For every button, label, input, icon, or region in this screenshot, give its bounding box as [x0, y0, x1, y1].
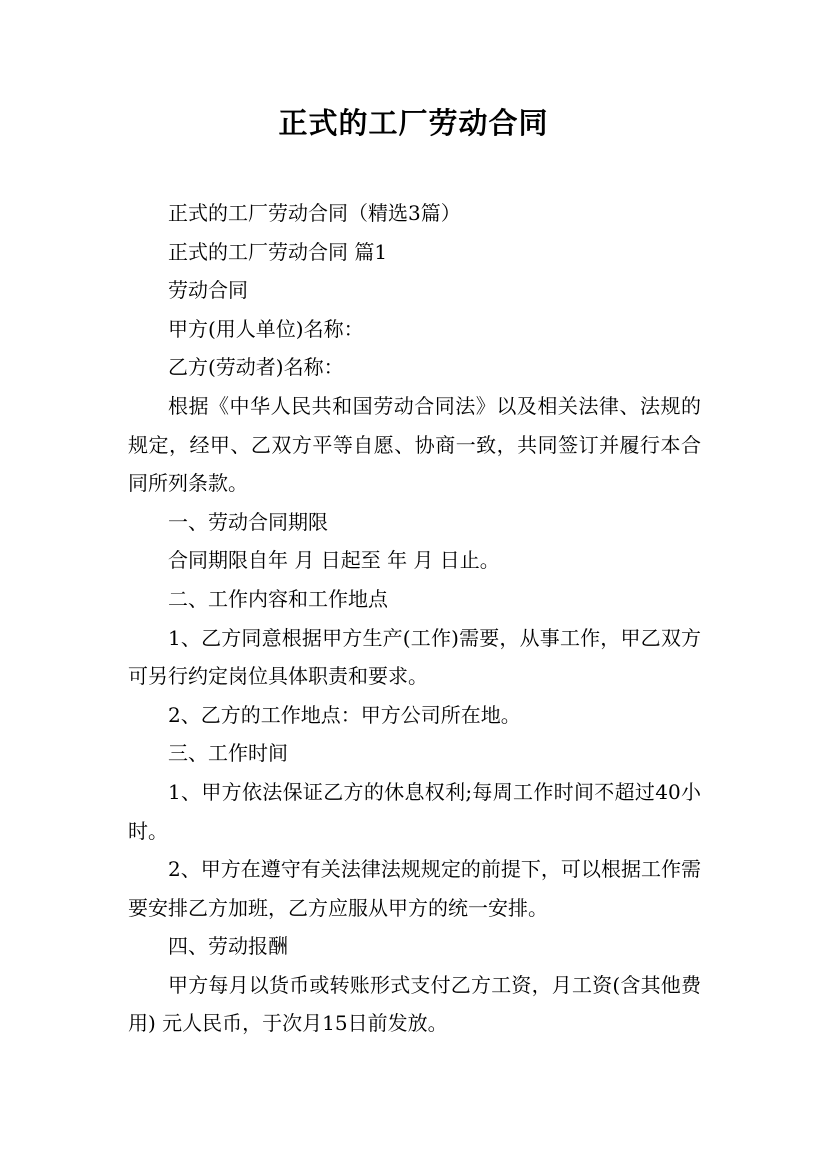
paragraph-party-a: 甲方(用人单位)名称： [168, 316, 364, 341]
section-heading-remuneration: 四、劳动报酬 [168, 934, 288, 959]
paragraph-work-content-1: 1、乙方同意根据甲方生产(工作)需要，从事工作，甲乙双方可另行约定岗位具体职责和要求。 [128, 625, 701, 689]
document-body [128, 194, 701, 1043]
paragraph-term: 合同期限自年 月 日起至 年 月 日止。 [168, 548, 500, 573]
paragraph-collection-heading: 正式的工厂劳动合同（精选3篇） [168, 201, 461, 225]
paragraph-contract-title: 劳动合同 [168, 278, 248, 303]
paragraph-work-hours-1: 1、甲方依法保证乙方的休息权利;每周工作时间不超过40小时。 [128, 779, 701, 843]
paragraph-preamble: 根据《中华人民共和国劳动合同法》以及相关法律、法规的规定，经甲、乙双方平等自愿、协商一致，共同签订并履行本合同所列条款。 [128, 393, 701, 496]
section-heading-term: 一、劳动合同期限 [168, 509, 328, 534]
paragraph-article-heading: 正式的工厂劳动合同 篇1 [168, 239, 388, 264]
paragraph-remuneration: 甲方每月以货币或转账形式支付乙方工资，月工资(含其他费用) 元人民币，于次月15日前发放。 [128, 972, 701, 1036]
section-heading-work-content: 二、工作内容和工作地点 [168, 586, 388, 611]
paragraph-work-content-2: 2、乙方的工作地点：甲方公司所在地。 [168, 702, 521, 727]
section-heading-work-hours: 三、工作时间 [168, 741, 288, 766]
paragraph-work-hours-2: 2、甲方在遵守有关法律法规规定的前提下，可以根据工作需要安排乙方加班，乙方应服从甲方的统一安排。 [128, 857, 701, 920]
paragraph-party-b: 乙方(劳动者)名称： [168, 355, 344, 380]
document-title: 正式的工厂劳动合同 [278, 106, 549, 140]
